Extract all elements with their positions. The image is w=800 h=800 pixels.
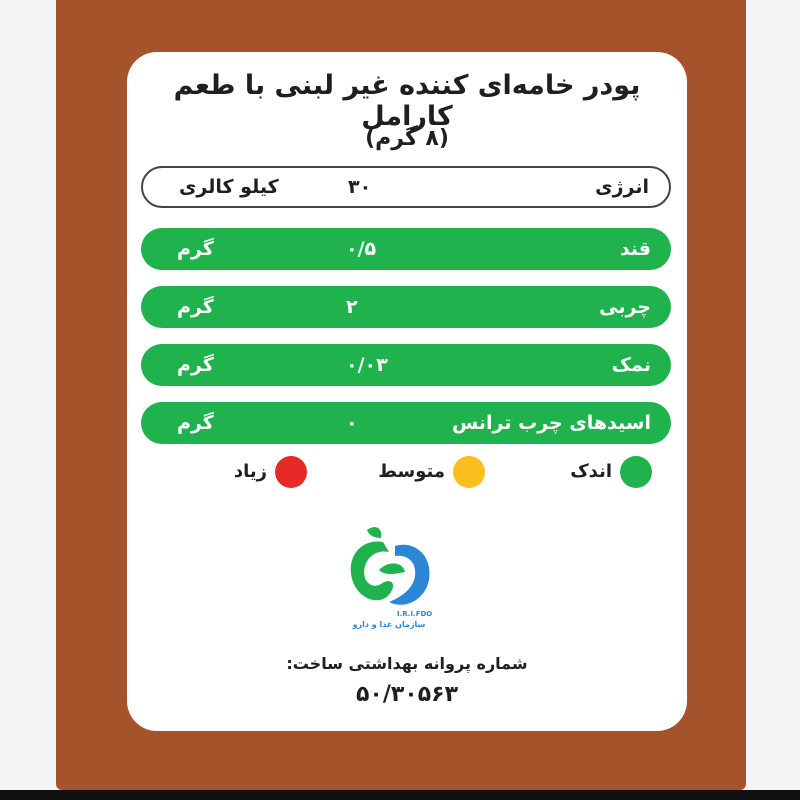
logo-persian-text: سازمان غذا و دارو (352, 620, 426, 629)
logo-latin-text: I.R.I.FDO (397, 610, 433, 618)
nutrient-unit: گرم (177, 412, 214, 434)
nutrition-card (127, 52, 687, 731)
product-title: پودر خامه‌ای کننده غیر لبنی با طعم کارامل (173, 70, 641, 132)
nutrient-row-sugar (141, 228, 671, 270)
license-number: ۵۰/۳۰۵۶۳ (355, 682, 459, 707)
energy-value: ۳۰ (348, 176, 372, 198)
nutrient-unit: گرم (177, 238, 214, 260)
nutrient-row-salt (141, 344, 671, 386)
serving-size: (۸ گرم) (365, 126, 449, 151)
green-dot-icon (620, 456, 652, 488)
nutrient-label: قند (619, 238, 651, 260)
nutrient-unit: گرم (177, 296, 214, 318)
energy-unit: کیلو کالری (179, 176, 279, 198)
legend-medium (365, 456, 485, 488)
energy-row (141, 166, 671, 208)
legend-high (212, 456, 307, 488)
nutrient-value: ۰ (346, 412, 358, 434)
nutrient-label: چربی (599, 296, 651, 318)
legend-high-text: زیاد (233, 461, 267, 482)
license-label: شماره پروانه بهداشتی ساخت: (286, 654, 528, 673)
red-dot-icon (275, 456, 307, 488)
legend-medium-text: متوسط (378, 461, 445, 482)
energy-label: انرژی (595, 176, 649, 198)
nutrient-value: ۰/۵ (346, 238, 377, 260)
fdo-logo-icon (339, 520, 439, 630)
nutrient-value: ۲ (346, 296, 358, 318)
yellow-dot-icon (453, 456, 485, 488)
bottom-bar (0, 790, 800, 800)
legend-low-text: اندک (570, 461, 612, 482)
legend-low (557, 456, 652, 488)
nutrient-label: اسیدهای چرب ترانس (452, 412, 651, 434)
nutrient-value: ۰/۰۳ (346, 354, 388, 376)
nutrient-label: نمک (611, 354, 651, 376)
nutrient-unit: گرم (177, 354, 214, 376)
nutrient-row-trans-fat (141, 402, 671, 444)
nutrient-row-fat (141, 286, 671, 328)
